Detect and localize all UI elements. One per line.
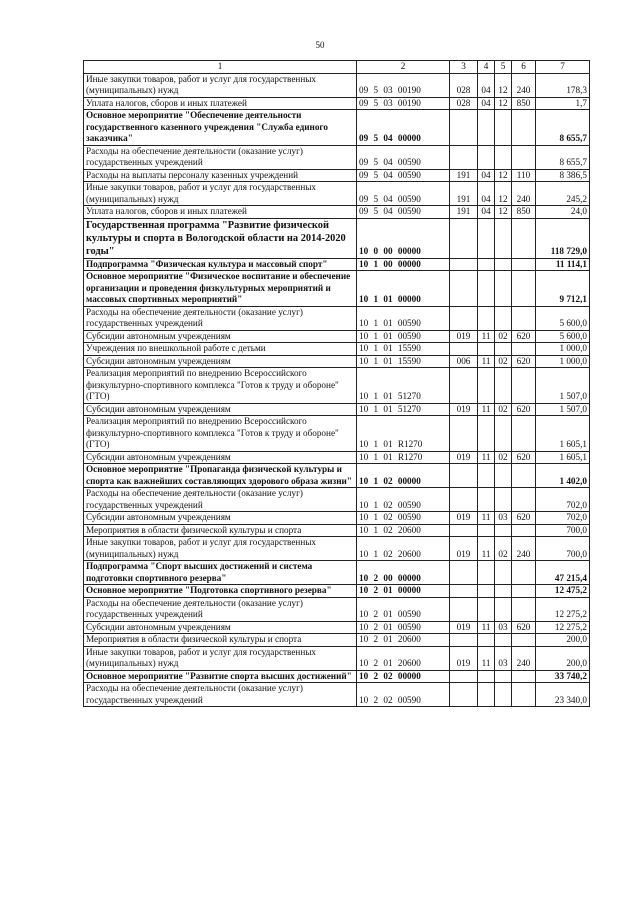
cell-amount: 33 740,2 bbox=[536, 670, 590, 683]
cell-name: Подпрограмма "Спорт высших достижений и система подготовки спортивного резерва" bbox=[84, 561, 357, 585]
cell-amount: 23 340,0 bbox=[536, 683, 590, 707]
cell-name: Иные закупки товаров, работ и услуг для государственных (муниципальных) нужд bbox=[84, 73, 357, 97]
cell-name: Основное мероприятие "Развитие спорта высших достижений" bbox=[84, 670, 357, 683]
cell-admin-code bbox=[450, 488, 478, 512]
cell-section bbox=[478, 670, 495, 683]
cell-expense-type bbox=[512, 271, 536, 307]
cell-expense-type bbox=[512, 524, 536, 537]
table-row bbox=[84, 258, 590, 271]
table-row bbox=[84, 683, 590, 707]
cell-admin-code bbox=[450, 670, 478, 683]
cell-code: 09 5 04 00590 bbox=[357, 182, 450, 206]
cell-expense-type: 240 bbox=[512, 182, 536, 206]
table-row bbox=[84, 451, 590, 464]
table-row bbox=[84, 403, 590, 416]
cell-section bbox=[478, 343, 495, 356]
cell-section: 11 bbox=[478, 403, 495, 416]
table-row bbox=[84, 330, 590, 343]
cell-section bbox=[478, 258, 495, 271]
cell-code: 10 2 02 00000 bbox=[357, 670, 450, 683]
cell-name: Реализация мероприятий по внедрению Всероссийского физкультурно-спортивного комплекса "Готов к труду и обороне" (ГТО) bbox=[84, 416, 357, 452]
cell-code: 10 1 01 00590 bbox=[357, 330, 450, 343]
cell-amount: 8 386,5 bbox=[536, 169, 590, 182]
cell-code: 10 2 01 00000 bbox=[357, 585, 450, 598]
cell-code: 10 2 02 00590 bbox=[357, 683, 450, 707]
cell-expense-type bbox=[512, 368, 536, 404]
cell-amount: 24,0 bbox=[536, 206, 590, 219]
cell-amount: 12 275,2 bbox=[536, 597, 590, 621]
cell-expense-type bbox=[512, 416, 536, 452]
cell-expense-type: 850 bbox=[512, 206, 536, 219]
cell-amount: 8 655,7 bbox=[536, 145, 590, 169]
cell-code: 10 2 01 20600 bbox=[357, 646, 450, 670]
cell-subsection bbox=[495, 585, 512, 598]
cell-section: 04 bbox=[478, 73, 495, 97]
table-row bbox=[84, 670, 590, 683]
table-row bbox=[84, 537, 590, 561]
cell-section: 04 bbox=[478, 182, 495, 206]
cell-expense-type bbox=[512, 145, 536, 169]
cell-amount: 702,0 bbox=[536, 512, 590, 525]
cell-subsection bbox=[495, 416, 512, 452]
table-row bbox=[84, 646, 590, 670]
cell-name: Реализация мероприятий по внедрению Всероссийского физкультурно-спортивного комплекса "Готов к труду и обороне" (ГТО) bbox=[84, 368, 357, 404]
cell-subsection: 12 bbox=[495, 169, 512, 182]
cell-amount: 1 000,0 bbox=[536, 355, 590, 368]
cell-name: Основное мероприятие "Пропаганда физической культуры и спорта как важнейших составляющих здорового образа жизни" bbox=[84, 464, 357, 488]
cell-expense-type: 620 bbox=[512, 355, 536, 368]
table-row bbox=[84, 97, 590, 110]
cell-expense-type bbox=[512, 585, 536, 598]
table-row bbox=[84, 524, 590, 537]
cell-amount: 178,3 bbox=[536, 73, 590, 97]
cell-admin-code bbox=[450, 271, 478, 307]
cell-section: 04 bbox=[478, 206, 495, 219]
cell-expense-type: 850 bbox=[512, 97, 536, 110]
cell-subsection bbox=[495, 683, 512, 707]
cell-admin-code: 191 bbox=[450, 206, 478, 219]
cell-expense-type bbox=[512, 683, 536, 707]
cell-name: Мероприятия в области физической культуры и спорта bbox=[84, 524, 357, 537]
cell-name: Уплата налогов, сборов и иных платежей bbox=[84, 97, 357, 110]
cell-subsection bbox=[495, 670, 512, 683]
cell-subsection bbox=[495, 597, 512, 621]
cell-amount: 1 605,1 bbox=[536, 416, 590, 452]
cell-admin-code: 019 bbox=[450, 646, 478, 670]
cell-section bbox=[478, 218, 495, 258]
table-row bbox=[84, 597, 590, 621]
cell-subsection: 02 bbox=[495, 537, 512, 561]
cell-code: 10 1 01 51270 bbox=[357, 368, 450, 404]
cell-admin-code bbox=[450, 585, 478, 598]
cell-admin-code bbox=[450, 561, 478, 585]
cell-admin-code: 028 bbox=[450, 73, 478, 97]
cell-admin-code bbox=[450, 258, 478, 271]
cell-amount: 8 655,7 bbox=[536, 110, 590, 146]
cell-name: Основное мероприятие "Подготовка спортивного резерва" bbox=[84, 585, 357, 598]
cell-admin-code: 191 bbox=[450, 182, 478, 206]
cell-admin-code bbox=[450, 683, 478, 707]
cell-amount: 5 600,0 bbox=[536, 306, 590, 330]
cell-section: 04 bbox=[478, 169, 495, 182]
cell-code: 10 1 00 00000 bbox=[357, 258, 450, 271]
cell-subsection: 12 bbox=[495, 182, 512, 206]
table-row bbox=[84, 169, 590, 182]
cell-name: Мероприятия в области физической культуры и спорта bbox=[84, 634, 357, 647]
cell-name: Расходы на обеспечение деятельности (оказание услуг) государственных учреждений bbox=[84, 145, 357, 169]
cell-subsection: 12 bbox=[495, 206, 512, 219]
cell-code: 10 1 01 00590 bbox=[357, 306, 450, 330]
cell-amount: 1 605,1 bbox=[536, 451, 590, 464]
cell-name: Расходы на обеспечение деятельности (оказание услуг) государственных учреждений bbox=[84, 488, 357, 512]
header-col-2: 2 bbox=[357, 61, 450, 74]
cell-admin-code bbox=[450, 218, 478, 258]
cell-section bbox=[478, 271, 495, 307]
cell-code: 09 5 04 00590 bbox=[357, 169, 450, 182]
cell-expense-type: 110 bbox=[512, 169, 536, 182]
cell-section bbox=[478, 368, 495, 404]
cell-admin-code: 019 bbox=[450, 403, 478, 416]
table-row bbox=[84, 464, 590, 488]
cell-admin-code bbox=[450, 634, 478, 647]
cell-section: 11 bbox=[478, 646, 495, 670]
cell-section bbox=[478, 634, 495, 647]
cell-subsection: 03 bbox=[495, 646, 512, 670]
cell-subsection bbox=[495, 368, 512, 404]
cell-code: 09 5 04 00590 bbox=[357, 145, 450, 169]
cell-expense-type bbox=[512, 464, 536, 488]
cell-admin-code bbox=[450, 597, 478, 621]
cell-subsection bbox=[495, 110, 512, 146]
cell-name: Расходы на обеспечение деятельности (оказание услуг) государственных учреждений bbox=[84, 683, 357, 707]
cell-admin-code: 019 bbox=[450, 451, 478, 464]
cell-section bbox=[478, 597, 495, 621]
page-number: 50 bbox=[315, 40, 325, 50]
budget-table bbox=[83, 60, 590, 707]
cell-expense-type bbox=[512, 634, 536, 647]
cell-expense-type bbox=[512, 110, 536, 146]
cell-code: 10 1 02 00590 bbox=[357, 512, 450, 525]
cell-expense-type bbox=[512, 258, 536, 271]
cell-subsection bbox=[495, 145, 512, 169]
cell-code: 10 1 01 51270 bbox=[357, 403, 450, 416]
cell-section: 11 bbox=[478, 451, 495, 464]
cell-amount: 702,0 bbox=[536, 488, 590, 512]
table-row bbox=[84, 343, 590, 356]
cell-admin-code bbox=[450, 145, 478, 169]
cell-admin-code: 028 bbox=[450, 97, 478, 110]
cell-admin-code bbox=[450, 416, 478, 452]
cell-section: 11 bbox=[478, 537, 495, 561]
header-col-1: 1 bbox=[84, 61, 357, 74]
header-col-7: 7 bbox=[536, 61, 590, 74]
cell-subsection bbox=[495, 258, 512, 271]
cell-expense-type: 620 bbox=[512, 621, 536, 634]
cell-amount: 1 507,0 bbox=[536, 368, 590, 404]
cell-admin-code: 191 bbox=[450, 169, 478, 182]
cell-code: 10 1 01 00000 bbox=[357, 271, 450, 307]
cell-subsection bbox=[495, 271, 512, 307]
table-row bbox=[84, 182, 590, 206]
cell-admin-code bbox=[450, 464, 478, 488]
table-row bbox=[84, 585, 590, 598]
cell-admin-code: 006 bbox=[450, 355, 478, 368]
cell-admin-code: 019 bbox=[450, 330, 478, 343]
cell-admin-code bbox=[450, 110, 478, 146]
table-row bbox=[84, 306, 590, 330]
cell-name: Субсидии автономным учреждениям bbox=[84, 330, 357, 343]
cell-name: Субсидии автономным учреждениям bbox=[84, 451, 357, 464]
cell-expense-type bbox=[512, 561, 536, 585]
table-row bbox=[84, 355, 590, 368]
table-row bbox=[84, 561, 590, 585]
table-row bbox=[84, 416, 590, 452]
cell-expense-type bbox=[512, 343, 536, 356]
cell-amount: 200,0 bbox=[536, 634, 590, 647]
cell-subsection: 12 bbox=[495, 97, 512, 110]
cell-subsection bbox=[495, 218, 512, 258]
cell-admin-code: 019 bbox=[450, 621, 478, 634]
table-row bbox=[84, 368, 590, 404]
cell-admin-code bbox=[450, 368, 478, 404]
cell-amount: 245,2 bbox=[536, 182, 590, 206]
header-col-6: 6 bbox=[512, 61, 536, 74]
cell-admin-code: 019 bbox=[450, 512, 478, 525]
cell-admin-code bbox=[450, 524, 478, 537]
cell-expense-type bbox=[512, 670, 536, 683]
cell-section bbox=[478, 585, 495, 598]
cell-subsection: 03 bbox=[495, 512, 512, 525]
cell-amount: 47 215,4 bbox=[536, 561, 590, 585]
cell-subsection bbox=[495, 488, 512, 512]
cell-section: 04 bbox=[478, 97, 495, 110]
cell-subsection bbox=[495, 561, 512, 585]
cell-expense-type: 620 bbox=[512, 512, 536, 525]
cell-amount: 1 000,0 bbox=[536, 343, 590, 356]
cell-name: Расходы на обеспечение деятельности (оказание услуг) государственных учреждений bbox=[84, 597, 357, 621]
cell-expense-type: 620 bbox=[512, 403, 536, 416]
cell-amount: 118 729,0 bbox=[536, 218, 590, 258]
cell-name: Иные закупки товаров, работ и услуг для государственных (муниципальных) нужд bbox=[84, 537, 357, 561]
cell-name: Иные закупки товаров, работ и услуг для государственных (муниципальных) нужд bbox=[84, 182, 357, 206]
cell-amount: 1,7 bbox=[536, 97, 590, 110]
cell-section bbox=[478, 110, 495, 146]
cell-amount: 200,0 bbox=[536, 646, 590, 670]
table-row bbox=[84, 206, 590, 219]
cell-name: Субсидии автономным учреждениям bbox=[84, 355, 357, 368]
table-row bbox=[84, 488, 590, 512]
cell-name: Уплата налогов, сборов и иных платежей bbox=[84, 206, 357, 219]
cell-name: Подпрограмма "Физическая культура и массовый спорт" bbox=[84, 258, 357, 271]
cell-expense-type: 620 bbox=[512, 451, 536, 464]
cell-amount: 1 402,0 bbox=[536, 464, 590, 488]
table-header-row bbox=[84, 61, 590, 74]
cell-admin-code: 019 bbox=[450, 537, 478, 561]
cell-code: 10 0 00 00000 bbox=[357, 218, 450, 258]
cell-amount: 11 114,1 bbox=[536, 258, 590, 271]
table-row bbox=[84, 271, 590, 307]
cell-subsection: 12 bbox=[495, 73, 512, 97]
cell-name: Основное мероприятие "Физическое воспитание и обеспечение организации и проведения физкультурных мероприятий и массовых спортивных мероприятий" bbox=[84, 271, 357, 307]
cell-admin-code bbox=[450, 343, 478, 356]
cell-amount: 5 600,0 bbox=[536, 330, 590, 343]
cell-amount: 12 475,2 bbox=[536, 585, 590, 598]
cell-name: Расходы на обеспечение деятельности (оказание услуг) государственных учреждений bbox=[84, 306, 357, 330]
cell-code: 10 2 00 00000 bbox=[357, 561, 450, 585]
cell-code: 09 5 04 00000 bbox=[357, 110, 450, 146]
table-row bbox=[84, 634, 590, 647]
table-row bbox=[84, 73, 590, 97]
header-col-3: 3 bbox=[450, 61, 478, 74]
cell-code: 09 5 03 00190 bbox=[357, 97, 450, 110]
cell-subsection bbox=[495, 634, 512, 647]
cell-amount: 1 507,0 bbox=[536, 403, 590, 416]
table-row bbox=[84, 218, 590, 258]
cell-name: Расходы на выплаты персоналу казенных учреждений bbox=[84, 169, 357, 182]
cell-expense-type bbox=[512, 488, 536, 512]
cell-subsection: 03 bbox=[495, 621, 512, 634]
cell-expense-type: 240 bbox=[512, 646, 536, 670]
cell-section: 11 bbox=[478, 355, 495, 368]
cell-name: Учреждения по внешкольной работе с детьми bbox=[84, 343, 357, 356]
cell-section bbox=[478, 488, 495, 512]
cell-code: 10 1 02 20600 bbox=[357, 524, 450, 537]
header-col-5: 5 bbox=[495, 61, 512, 74]
cell-name: Субсидии автономным учреждениям bbox=[84, 621, 357, 634]
cell-section bbox=[478, 416, 495, 452]
cell-section bbox=[478, 561, 495, 585]
cell-code: 10 1 01 15590 bbox=[357, 343, 450, 356]
cell-subsection: 02 bbox=[495, 355, 512, 368]
table-row bbox=[84, 110, 590, 146]
cell-amount: 12 275,2 bbox=[536, 621, 590, 634]
cell-section bbox=[478, 464, 495, 488]
cell-code: 10 2 01 00590 bbox=[357, 621, 450, 634]
table-row bbox=[84, 512, 590, 525]
cell-expense-type: 240 bbox=[512, 537, 536, 561]
table-row bbox=[84, 621, 590, 634]
cell-name: Иные закупки товаров, работ и услуг для государственных (муниципальных) нужд bbox=[84, 646, 357, 670]
cell-section: 11 bbox=[478, 330, 495, 343]
header-col-4: 4 bbox=[478, 61, 495, 74]
cell-name: Субсидии автономным учреждениям bbox=[84, 403, 357, 416]
cell-section: 11 bbox=[478, 512, 495, 525]
cell-code: 10 1 02 20600 bbox=[357, 537, 450, 561]
cell-name: Основное мероприятие "Обеспечение деятельности государственного казенного учреждения "Служба единого заказчика" bbox=[84, 110, 357, 146]
cell-code: 10 1 01 15590 bbox=[357, 355, 450, 368]
table-body bbox=[84, 73, 590, 707]
cell-section bbox=[478, 524, 495, 537]
cell-expense-type: 240 bbox=[512, 73, 536, 97]
cell-code: 09 5 04 00590 bbox=[357, 206, 450, 219]
cell-expense-type: 620 bbox=[512, 330, 536, 343]
cell-code: 10 1 01 R1270 bbox=[357, 451, 450, 464]
cell-subsection: 02 bbox=[495, 330, 512, 343]
cell-code: 10 2 01 00590 bbox=[357, 597, 450, 621]
cell-code: 10 1 02 00000 bbox=[357, 464, 450, 488]
cell-subsection bbox=[495, 524, 512, 537]
cell-section bbox=[478, 306, 495, 330]
cell-name: Субсидии автономным учреждениям bbox=[84, 512, 357, 525]
cell-amount: 9 712,1 bbox=[536, 271, 590, 307]
cell-code: 10 2 01 20600 bbox=[357, 634, 450, 647]
cell-amount: 700,0 bbox=[536, 537, 590, 561]
cell-expense-type bbox=[512, 218, 536, 258]
cell-expense-type bbox=[512, 306, 536, 330]
cell-amount: 700,0 bbox=[536, 524, 590, 537]
cell-code: 10 1 01 R1270 bbox=[357, 416, 450, 452]
cell-subsection bbox=[495, 343, 512, 356]
cell-expense-type bbox=[512, 597, 536, 621]
cell-admin-code bbox=[450, 306, 478, 330]
cell-code: 09 5 03 00190 bbox=[357, 73, 450, 97]
cell-name: Государственная программа "Развитие физической культуры и спорта в Вологодской области на 2014-2020 годы" bbox=[84, 218, 357, 258]
table-row bbox=[84, 145, 590, 169]
cell-section: 11 bbox=[478, 621, 495, 634]
cell-subsection: 02 bbox=[495, 403, 512, 416]
cell-subsection: 02 bbox=[495, 451, 512, 464]
cell-code: 10 1 02 00590 bbox=[357, 488, 450, 512]
cell-section bbox=[478, 145, 495, 169]
cell-subsection bbox=[495, 464, 512, 488]
cell-section bbox=[478, 683, 495, 707]
cell-subsection bbox=[495, 306, 512, 330]
